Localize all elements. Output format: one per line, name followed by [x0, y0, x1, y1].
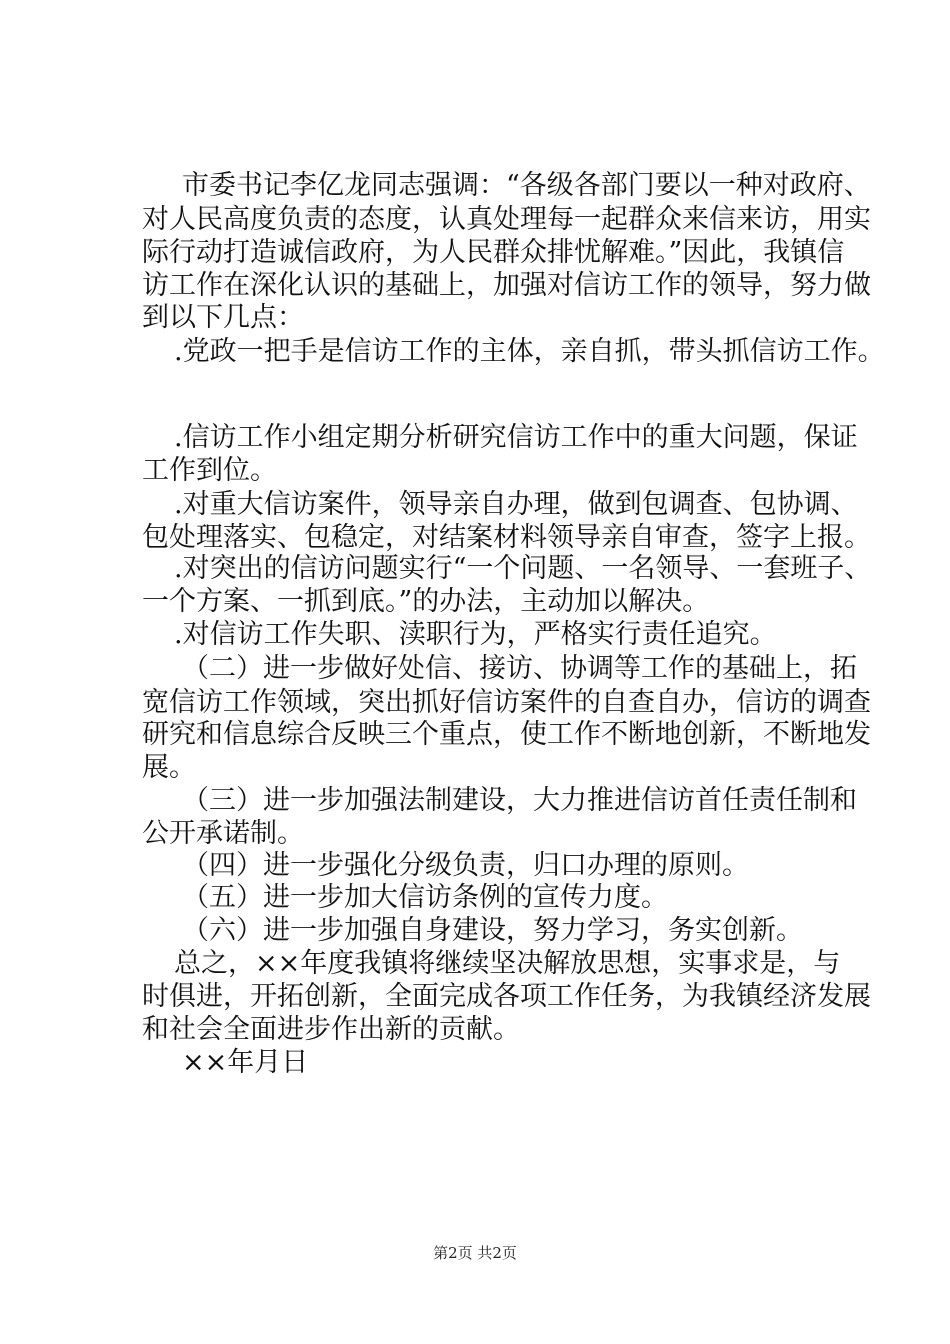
text-line: 公开承诺制。	[142, 818, 304, 849]
text-line: .信访工作小组定期分析研究信访工作中的重大问题，保证	[174, 422, 858, 453]
text-line: ××年月日	[182, 1047, 309, 1078]
text-line: 市委书记李亿龙同志强调：“各级各部门要以一种对政府、	[182, 170, 871, 201]
text-line: 际行动打造诚信政府，为人民群众排忧解难。”因此，我镇信	[142, 237, 845, 268]
text-line: （二）进一步做好处信、接访、协调等工作的基础上，拓	[182, 653, 857, 684]
text-line: 宽信访工作领域，突出抓好信访案件的自查自办，信访的调查	[142, 687, 871, 718]
text-line: .对重大信访案件，领导亲自办理，做到包调查、包协调、	[174, 489, 858, 520]
text-line: 包处理落实、包稳定，对结案材料领导亲自审查，签字上报。	[142, 522, 871, 553]
text-line: 对人民高度负责的态度，认真处理每一起群众来信来访，用实	[142, 204, 871, 235]
text-line: 工作到位。	[142, 455, 277, 486]
text-line: （五）进一步加大信访条例的宣传力度。	[182, 882, 668, 913]
text-line: （六）进一步加强自身建设，努力学习，务实创新。	[182, 915, 803, 946]
text-line: 总之，××年度我镇将继续坚决解放思想，实事求是，与	[174, 948, 841, 979]
page-footer: 第2页 共2页	[433, 1244, 517, 1262]
text-line: .对信访工作失职、渎职行为，严格实行责任追究。	[174, 619, 777, 650]
text-line: .对突出的信访问题实行“一个问题、一名领导、一套班子、	[174, 553, 872, 584]
text-line: （三）进一步加强法制建设，大力推进信访首任责任制和	[182, 785, 857, 816]
text-line: 和社会全面进步作出新的贡献。	[142, 1014, 520, 1045]
text-line: 一个方案、一抓到底。”的办法，主动加以解决。	[142, 586, 710, 617]
text-line: 访工作在深化认识的基础上，加强对信访工作的领导，努力做	[142, 270, 871, 301]
text-line: .党政一把手是信访工作的主体，亲自抓，带头抓信访工作。	[174, 336, 885, 367]
text-line: （四）进一步强化分级负责，归口办理的原则。	[182, 850, 749, 881]
text-line: 到以下几点：	[142, 302, 304, 333]
text-line: 时俱进，开拓创新，全面完成各项工作任务，为我镇经济发展	[142, 981, 871, 1012]
text-line: 研究和信息综合反映三个重点，使工作不断地创新，不断地发	[142, 719, 871, 750]
text-line: 展。	[142, 752, 196, 783]
